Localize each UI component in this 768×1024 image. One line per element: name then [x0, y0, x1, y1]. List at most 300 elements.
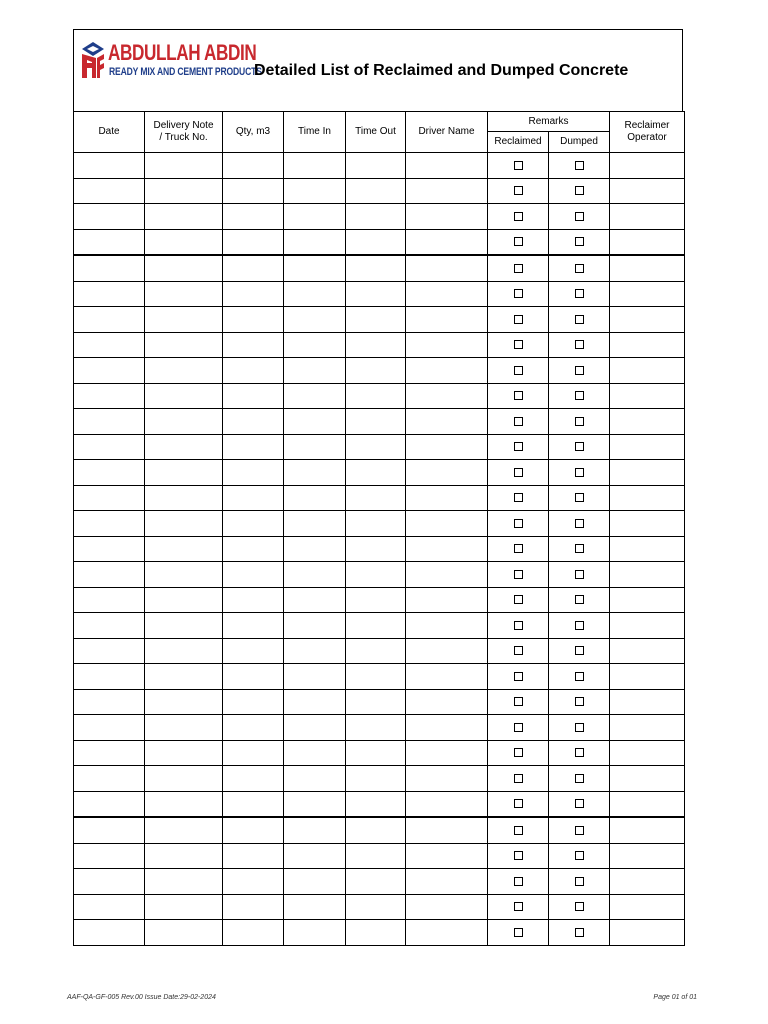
dumped-cell	[549, 229, 610, 255]
dumped-cell	[549, 332, 610, 358]
table-row	[74, 843, 685, 869]
reclaimer-operator-cell[interactable]	[610, 281, 685, 307]
qty-cell[interactable]	[223, 460, 284, 486]
driver-name-cell[interactable]	[406, 229, 488, 255]
qty-cell[interactable]	[223, 740, 284, 766]
dumped-checkbox[interactable]	[575, 264, 584, 273]
date-cell[interactable]	[74, 843, 145, 869]
reclaimer-operator-cell[interactable]	[610, 460, 685, 486]
time-in-cell[interactable]	[284, 281, 346, 307]
delivery-note-cell[interactable]	[145, 562, 223, 588]
time-out-cell[interactable]	[346, 409, 406, 435]
reclaimed-checkbox[interactable]	[514, 493, 523, 502]
qty-cell[interactable]	[223, 920, 284, 946]
time-out-cell[interactable]	[346, 178, 406, 204]
reclaimed-checkbox[interactable]	[514, 315, 523, 324]
time-in-cell[interactable]	[284, 869, 346, 895]
time-out-cell[interactable]	[346, 358, 406, 384]
dumped-checkbox[interactable]	[575, 748, 584, 757]
dumped-cell	[549, 664, 610, 690]
date-cell[interactable]	[74, 536, 145, 562]
time-out-cell[interactable]	[346, 894, 406, 920]
time-out-cell[interactable]	[346, 511, 406, 537]
driver-name-cell[interactable]	[406, 204, 488, 230]
time-in-cell[interactable]	[284, 153, 346, 179]
reclaimer-operator-cell[interactable]	[610, 434, 685, 460]
dumped-cell	[549, 204, 610, 230]
delivery-note-cell[interactable]	[145, 460, 223, 486]
qty-cell[interactable]	[223, 153, 284, 179]
reclaimer-operator-cell[interactable]	[610, 920, 685, 946]
date-cell[interactable]	[74, 613, 145, 639]
driver-name-cell[interactable]	[406, 766, 488, 792]
dumped-checkbox[interactable]	[575, 851, 584, 860]
reclaimer-operator-cell[interactable]	[610, 358, 685, 384]
reclaimed-cell	[488, 562, 549, 588]
time-out-cell[interactable]	[346, 715, 406, 741]
delivery-note-cell[interactable]	[145, 229, 223, 255]
time-out-cell[interactable]	[346, 613, 406, 639]
qty-cell[interactable]	[223, 664, 284, 690]
qty-cell[interactable]	[223, 332, 284, 358]
driver-name-cell[interactable]	[406, 409, 488, 435]
time-in-cell[interactable]	[284, 511, 346, 537]
date-cell[interactable]	[74, 178, 145, 204]
time-in-cell[interactable]	[284, 664, 346, 690]
delivery-note-cell[interactable]	[145, 204, 223, 230]
reclaimer-operator-cell[interactable]	[610, 587, 685, 613]
time-out-cell[interactable]	[346, 229, 406, 255]
date-cell[interactable]	[74, 511, 145, 537]
driver-name-cell[interactable]	[406, 613, 488, 639]
time-in-cell[interactable]	[284, 229, 346, 255]
driver-name-cell[interactable]	[406, 178, 488, 204]
delivery-note-cell[interactable]	[145, 740, 223, 766]
time-out-cell[interactable]	[346, 434, 406, 460]
delivery-note-cell[interactable]	[145, 153, 223, 179]
qty-cell[interactable]	[223, 869, 284, 895]
time-out-cell[interactable]	[346, 843, 406, 869]
time-in-cell[interactable]	[284, 843, 346, 869]
reclaimer-operator-cell[interactable]	[610, 869, 685, 895]
qty-cell[interactable]	[223, 587, 284, 613]
date-cell[interactable]	[74, 153, 145, 179]
reclaimed-checkbox[interactable]	[514, 928, 523, 937]
dumped-checkbox[interactable]	[575, 519, 584, 528]
reclaimed-checkbox[interactable]	[514, 697, 523, 706]
time-in-cell[interactable]	[284, 894, 346, 920]
reclaimed-checkbox[interactable]	[514, 161, 523, 170]
reclaimer-operator-cell[interactable]	[610, 817, 685, 843]
driver-name-cell[interactable]	[406, 332, 488, 358]
qty-cell[interactable]	[223, 409, 284, 435]
driver-name-cell[interactable]	[406, 638, 488, 664]
delivery-note-cell[interactable]	[145, 434, 223, 460]
delivery-note-cell[interactable]	[145, 920, 223, 946]
delivery-note-cell[interactable]	[145, 409, 223, 435]
reclaimer-operator-cell[interactable]	[610, 894, 685, 920]
reclaimer-operator-cell[interactable]	[610, 638, 685, 664]
time-out-cell[interactable]	[346, 255, 406, 281]
time-in-cell[interactable]	[284, 358, 346, 384]
reclaimer-operator-cell[interactable]	[610, 383, 685, 409]
dumped-checkbox[interactable]	[575, 366, 584, 375]
time-in-cell[interactable]	[284, 715, 346, 741]
time-in-cell[interactable]	[284, 332, 346, 358]
time-out-cell[interactable]	[346, 307, 406, 333]
dumped-checkbox[interactable]	[575, 646, 584, 655]
time-in-cell[interactable]	[284, 434, 346, 460]
dumped-checkbox[interactable]	[575, 799, 584, 808]
reclaimed-checkbox[interactable]	[514, 877, 523, 886]
date-cell[interactable]	[74, 409, 145, 435]
reclaimed-cell	[488, 715, 549, 741]
driver-name-cell[interactable]	[406, 358, 488, 384]
column-header-delivery-note: Delivery Note / Truck No.	[145, 112, 223, 153]
time-out-cell[interactable]	[346, 153, 406, 179]
reclaimer-operator-cell[interactable]	[610, 178, 685, 204]
delivery-note-cell[interactable]	[145, 511, 223, 537]
time-in-cell[interactable]	[284, 485, 346, 511]
driver-name-cell[interactable]	[406, 843, 488, 869]
time-in-cell[interactable]	[284, 178, 346, 204]
time-out-cell[interactable]	[346, 664, 406, 690]
date-cell[interactable]	[74, 307, 145, 333]
reclaimed-checkbox[interactable]	[514, 799, 523, 808]
delivery-note-cell[interactable]	[145, 638, 223, 664]
dumped-checkbox[interactable]	[575, 570, 584, 579]
qty-cell[interactable]	[223, 562, 284, 588]
date-cell[interactable]	[74, 740, 145, 766]
time-in-cell[interactable]	[284, 766, 346, 792]
time-out-cell[interactable]	[346, 281, 406, 307]
dumped-checkbox[interactable]	[575, 391, 584, 400]
dumped-checkbox[interactable]	[575, 315, 584, 324]
driver-name-cell[interactable]	[406, 740, 488, 766]
time-in-cell[interactable]	[284, 460, 346, 486]
table-row	[74, 638, 685, 664]
time-in-cell[interactable]	[284, 409, 346, 435]
date-cell[interactable]	[74, 689, 145, 715]
reclaimed-checkbox[interactable]	[514, 366, 523, 375]
table-row	[74, 715, 685, 741]
reclaimed-cell	[488, 204, 549, 230]
delivery-note-cell[interactable]	[145, 894, 223, 920]
time-out-cell[interactable]	[346, 587, 406, 613]
driver-name-cell[interactable]	[406, 460, 488, 486]
dumped-checkbox[interactable]	[575, 672, 584, 681]
delivery-note-cell[interactable]	[145, 281, 223, 307]
dumped-checkbox[interactable]	[575, 697, 584, 706]
table-row	[74, 358, 685, 384]
date-cell[interactable]	[74, 460, 145, 486]
delivery-note-cell[interactable]	[145, 843, 223, 869]
driver-name-cell[interactable]	[406, 689, 488, 715]
dumped-checkbox[interactable]	[575, 417, 584, 426]
time-in-cell[interactable]	[284, 817, 346, 843]
reclaimer-operator-cell[interactable]	[610, 511, 685, 537]
reclaimed-checkbox[interactable]	[514, 289, 523, 298]
reclaimed-checkbox[interactable]	[514, 212, 523, 221]
dumped-checkbox[interactable]	[575, 826, 584, 835]
reclaimer-operator-cell[interactable]	[610, 613, 685, 639]
date-cell[interactable]	[74, 587, 145, 613]
date-cell[interactable]	[74, 715, 145, 741]
date-cell[interactable]	[74, 358, 145, 384]
delivery-note-cell[interactable]	[145, 715, 223, 741]
time-out-cell[interactable]	[346, 485, 406, 511]
time-out-cell[interactable]	[346, 817, 406, 843]
dumped-checkbox[interactable]	[575, 237, 584, 246]
reclaimer-operator-cell[interactable]	[610, 409, 685, 435]
time-out-cell[interactable]	[346, 791, 406, 817]
date-cell[interactable]	[74, 332, 145, 358]
time-out-cell[interactable]	[346, 766, 406, 792]
reclaimed-checkbox[interactable]	[514, 774, 523, 783]
dumped-checkbox[interactable]	[575, 468, 584, 477]
qty-cell[interactable]	[223, 229, 284, 255]
dumped-checkbox[interactable]	[575, 621, 584, 630]
delivery-note-cell[interactable]	[145, 255, 223, 281]
date-cell[interactable]	[74, 485, 145, 511]
delivery-note-cell[interactable]	[145, 613, 223, 639]
qty-cell[interactable]	[223, 358, 284, 384]
reclaimed-checkbox[interactable]	[514, 264, 523, 273]
date-cell[interactable]	[74, 894, 145, 920]
reclaimed-checkbox[interactable]	[514, 621, 523, 630]
delivery-note-cell[interactable]	[145, 766, 223, 792]
delivery-note-cell[interactable]	[145, 817, 223, 843]
qty-cell[interactable]	[223, 536, 284, 562]
time-out-cell[interactable]	[346, 920, 406, 946]
dumped-cell	[549, 281, 610, 307]
time-in-cell[interactable]	[284, 255, 346, 281]
dumped-checkbox[interactable]	[575, 928, 584, 937]
date-cell[interactable]	[74, 869, 145, 895]
reclaimer-operator-cell[interactable]	[610, 791, 685, 817]
delivery-note-cell[interactable]	[145, 358, 223, 384]
qty-cell[interactable]	[223, 817, 284, 843]
qty-cell[interactable]	[223, 383, 284, 409]
date-cell[interactable]	[74, 434, 145, 460]
driver-name-cell[interactable]	[406, 817, 488, 843]
driver-name-cell[interactable]	[406, 791, 488, 817]
date-cell[interactable]	[74, 281, 145, 307]
dumped-checkbox[interactable]	[575, 877, 584, 886]
driver-name-cell[interactable]	[406, 920, 488, 946]
delivery-note-cell[interactable]	[145, 383, 223, 409]
time-out-cell[interactable]	[346, 562, 406, 588]
qty-cell[interactable]	[223, 791, 284, 817]
reclaimer-operator-cell[interactable]	[610, 689, 685, 715]
reclaimer-operator-cell[interactable]	[610, 229, 685, 255]
driver-name-cell[interactable]	[406, 587, 488, 613]
reclaimed-cell	[488, 229, 549, 255]
qty-cell[interactable]	[223, 204, 284, 230]
qty-cell[interactable]	[223, 485, 284, 511]
time-in-cell[interactable]	[284, 689, 346, 715]
date-cell[interactable]	[74, 664, 145, 690]
delivery-note-cell[interactable]	[145, 664, 223, 690]
date-cell[interactable]	[74, 204, 145, 230]
delivery-note-cell[interactable]	[145, 689, 223, 715]
delivery-note-cell[interactable]	[145, 307, 223, 333]
date-cell[interactable]	[74, 255, 145, 281]
dumped-cell	[549, 638, 610, 664]
date-cell[interactable]	[74, 791, 145, 817]
reclaimer-operator-cell[interactable]	[610, 485, 685, 511]
reclaimed-checkbox[interactable]	[514, 442, 523, 451]
delivery-note-cell[interactable]	[145, 485, 223, 511]
driver-name-cell[interactable]	[406, 715, 488, 741]
dumped-checkbox[interactable]	[575, 493, 584, 502]
driver-name-cell[interactable]	[406, 485, 488, 511]
reclaimer-operator-cell[interactable]	[610, 153, 685, 179]
driver-name-cell[interactable]	[406, 307, 488, 333]
reclaimed-checkbox[interactable]	[514, 595, 523, 604]
driver-name-cell[interactable]	[406, 255, 488, 281]
qty-cell[interactable]	[223, 255, 284, 281]
driver-name-cell[interactable]	[406, 153, 488, 179]
reclaimed-checkbox[interactable]	[514, 723, 523, 732]
time-in-cell[interactable]	[284, 791, 346, 817]
dumped-checkbox[interactable]	[575, 442, 584, 451]
time-out-cell[interactable]	[346, 869, 406, 895]
page-title: Detailed List of Reclaimed and Dumped Concrete	[254, 62, 629, 79]
qty-cell[interactable]	[223, 613, 284, 639]
reclaimed-checkbox[interactable]	[514, 672, 523, 681]
driver-name-cell[interactable]	[406, 869, 488, 895]
delivery-note-cell[interactable]	[145, 587, 223, 613]
delivery-note-cell[interactable]	[145, 178, 223, 204]
qty-cell[interactable]	[223, 715, 284, 741]
reclaimer-operator-cell[interactable]	[610, 536, 685, 562]
driver-name-cell[interactable]	[406, 894, 488, 920]
driver-name-cell[interactable]	[406, 511, 488, 537]
reclaimer-operator-cell[interactable]	[610, 307, 685, 333]
dumped-cell	[549, 536, 610, 562]
reclaimer-operator-cell[interactable]	[610, 255, 685, 281]
qty-cell[interactable]	[223, 766, 284, 792]
reclaimed-checkbox[interactable]	[514, 519, 523, 528]
date-cell[interactable]	[74, 562, 145, 588]
reclaimed-checkbox[interactable]	[514, 544, 523, 553]
reclaimer-operator-cell[interactable]	[610, 740, 685, 766]
driver-name-cell[interactable]	[406, 536, 488, 562]
time-out-cell[interactable]	[346, 536, 406, 562]
time-in-cell[interactable]	[284, 536, 346, 562]
reclaimer-operator-cell[interactable]	[610, 664, 685, 690]
driver-name-cell[interactable]	[406, 664, 488, 690]
time-out-cell[interactable]	[346, 460, 406, 486]
time-out-cell[interactable]	[346, 332, 406, 358]
time-out-cell[interactable]	[346, 740, 406, 766]
reclaimer-operator-cell[interactable]	[610, 204, 685, 230]
reclaimer-operator-cell[interactable]	[610, 715, 685, 741]
delivery-note-cell[interactable]	[145, 332, 223, 358]
qty-cell[interactable]	[223, 894, 284, 920]
dumped-checkbox[interactable]	[575, 595, 584, 604]
dumped-checkbox[interactable]	[575, 212, 584, 221]
reclaimed-checkbox[interactable]	[514, 851, 523, 860]
table-row	[74, 434, 685, 460]
time-out-cell[interactable]	[346, 383, 406, 409]
driver-name-cell[interactable]	[406, 562, 488, 588]
reclaimed-checkbox[interactable]	[514, 570, 523, 579]
reclaimed-checkbox[interactable]	[514, 237, 523, 246]
time-in-cell[interactable]	[284, 204, 346, 230]
time-in-cell[interactable]	[284, 587, 346, 613]
time-in-cell[interactable]	[284, 307, 346, 333]
reclaimer-operator-cell[interactable]	[610, 562, 685, 588]
reclaimed-checkbox[interactable]	[514, 748, 523, 757]
delivery-note-cell[interactable]	[145, 869, 223, 895]
date-cell[interactable]	[74, 920, 145, 946]
reclaimed-checkbox[interactable]	[514, 902, 523, 911]
table-row	[74, 689, 685, 715]
dumped-checkbox[interactable]	[575, 774, 584, 783]
driver-name-cell[interactable]	[406, 383, 488, 409]
dumped-cell	[549, 587, 610, 613]
reclaimed-checkbox[interactable]	[514, 391, 523, 400]
time-out-cell[interactable]	[346, 204, 406, 230]
qty-cell[interactable]	[223, 689, 284, 715]
reclaimed-checkbox[interactable]	[514, 826, 523, 835]
reclaimed-checkbox[interactable]	[514, 646, 523, 655]
date-cell[interactable]	[74, 766, 145, 792]
delivery-note-cell[interactable]	[145, 791, 223, 817]
date-cell[interactable]	[74, 229, 145, 255]
date-cell[interactable]	[74, 817, 145, 843]
qty-cell[interactable]	[223, 178, 284, 204]
reclaimer-operator-cell[interactable]	[610, 766, 685, 792]
qty-cell[interactable]	[223, 843, 284, 869]
qty-cell[interactable]	[223, 434, 284, 460]
dumped-checkbox[interactable]	[575, 161, 584, 170]
time-in-cell[interactable]	[284, 740, 346, 766]
dumped-checkbox[interactable]	[575, 186, 584, 195]
time-in-cell[interactable]	[284, 562, 346, 588]
qty-cell[interactable]	[223, 511, 284, 537]
reclaimed-checkbox[interactable]	[514, 468, 523, 477]
time-out-cell[interactable]	[346, 638, 406, 664]
dumped-checkbox[interactable]	[575, 902, 584, 911]
qty-cell[interactable]	[223, 638, 284, 664]
time-in-cell[interactable]	[284, 920, 346, 946]
reclaimed-checkbox[interactable]	[514, 417, 523, 426]
date-cell[interactable]	[74, 383, 145, 409]
time-in-cell[interactable]	[284, 638, 346, 664]
qty-cell[interactable]	[223, 281, 284, 307]
dumped-checkbox[interactable]	[575, 723, 584, 732]
delivery-note-cell[interactable]	[145, 536, 223, 562]
reclaimer-operator-cell[interactable]	[610, 332, 685, 358]
dumped-checkbox[interactable]	[575, 544, 584, 553]
time-in-cell[interactable]	[284, 613, 346, 639]
reclaimed-checkbox[interactable]	[514, 340, 523, 349]
reclaimed-checkbox[interactable]	[514, 186, 523, 195]
qty-cell[interactable]	[223, 307, 284, 333]
time-out-cell[interactable]	[346, 689, 406, 715]
company-name: ABDULLAH ABDIN	[108, 40, 257, 65]
driver-name-cell[interactable]	[406, 281, 488, 307]
date-cell[interactable]	[74, 638, 145, 664]
time-in-cell[interactable]	[284, 383, 346, 409]
dumped-checkbox[interactable]	[575, 340, 584, 349]
reclaimer-operator-cell[interactable]	[610, 843, 685, 869]
dumped-checkbox[interactable]	[575, 289, 584, 298]
driver-name-cell[interactable]	[406, 434, 488, 460]
